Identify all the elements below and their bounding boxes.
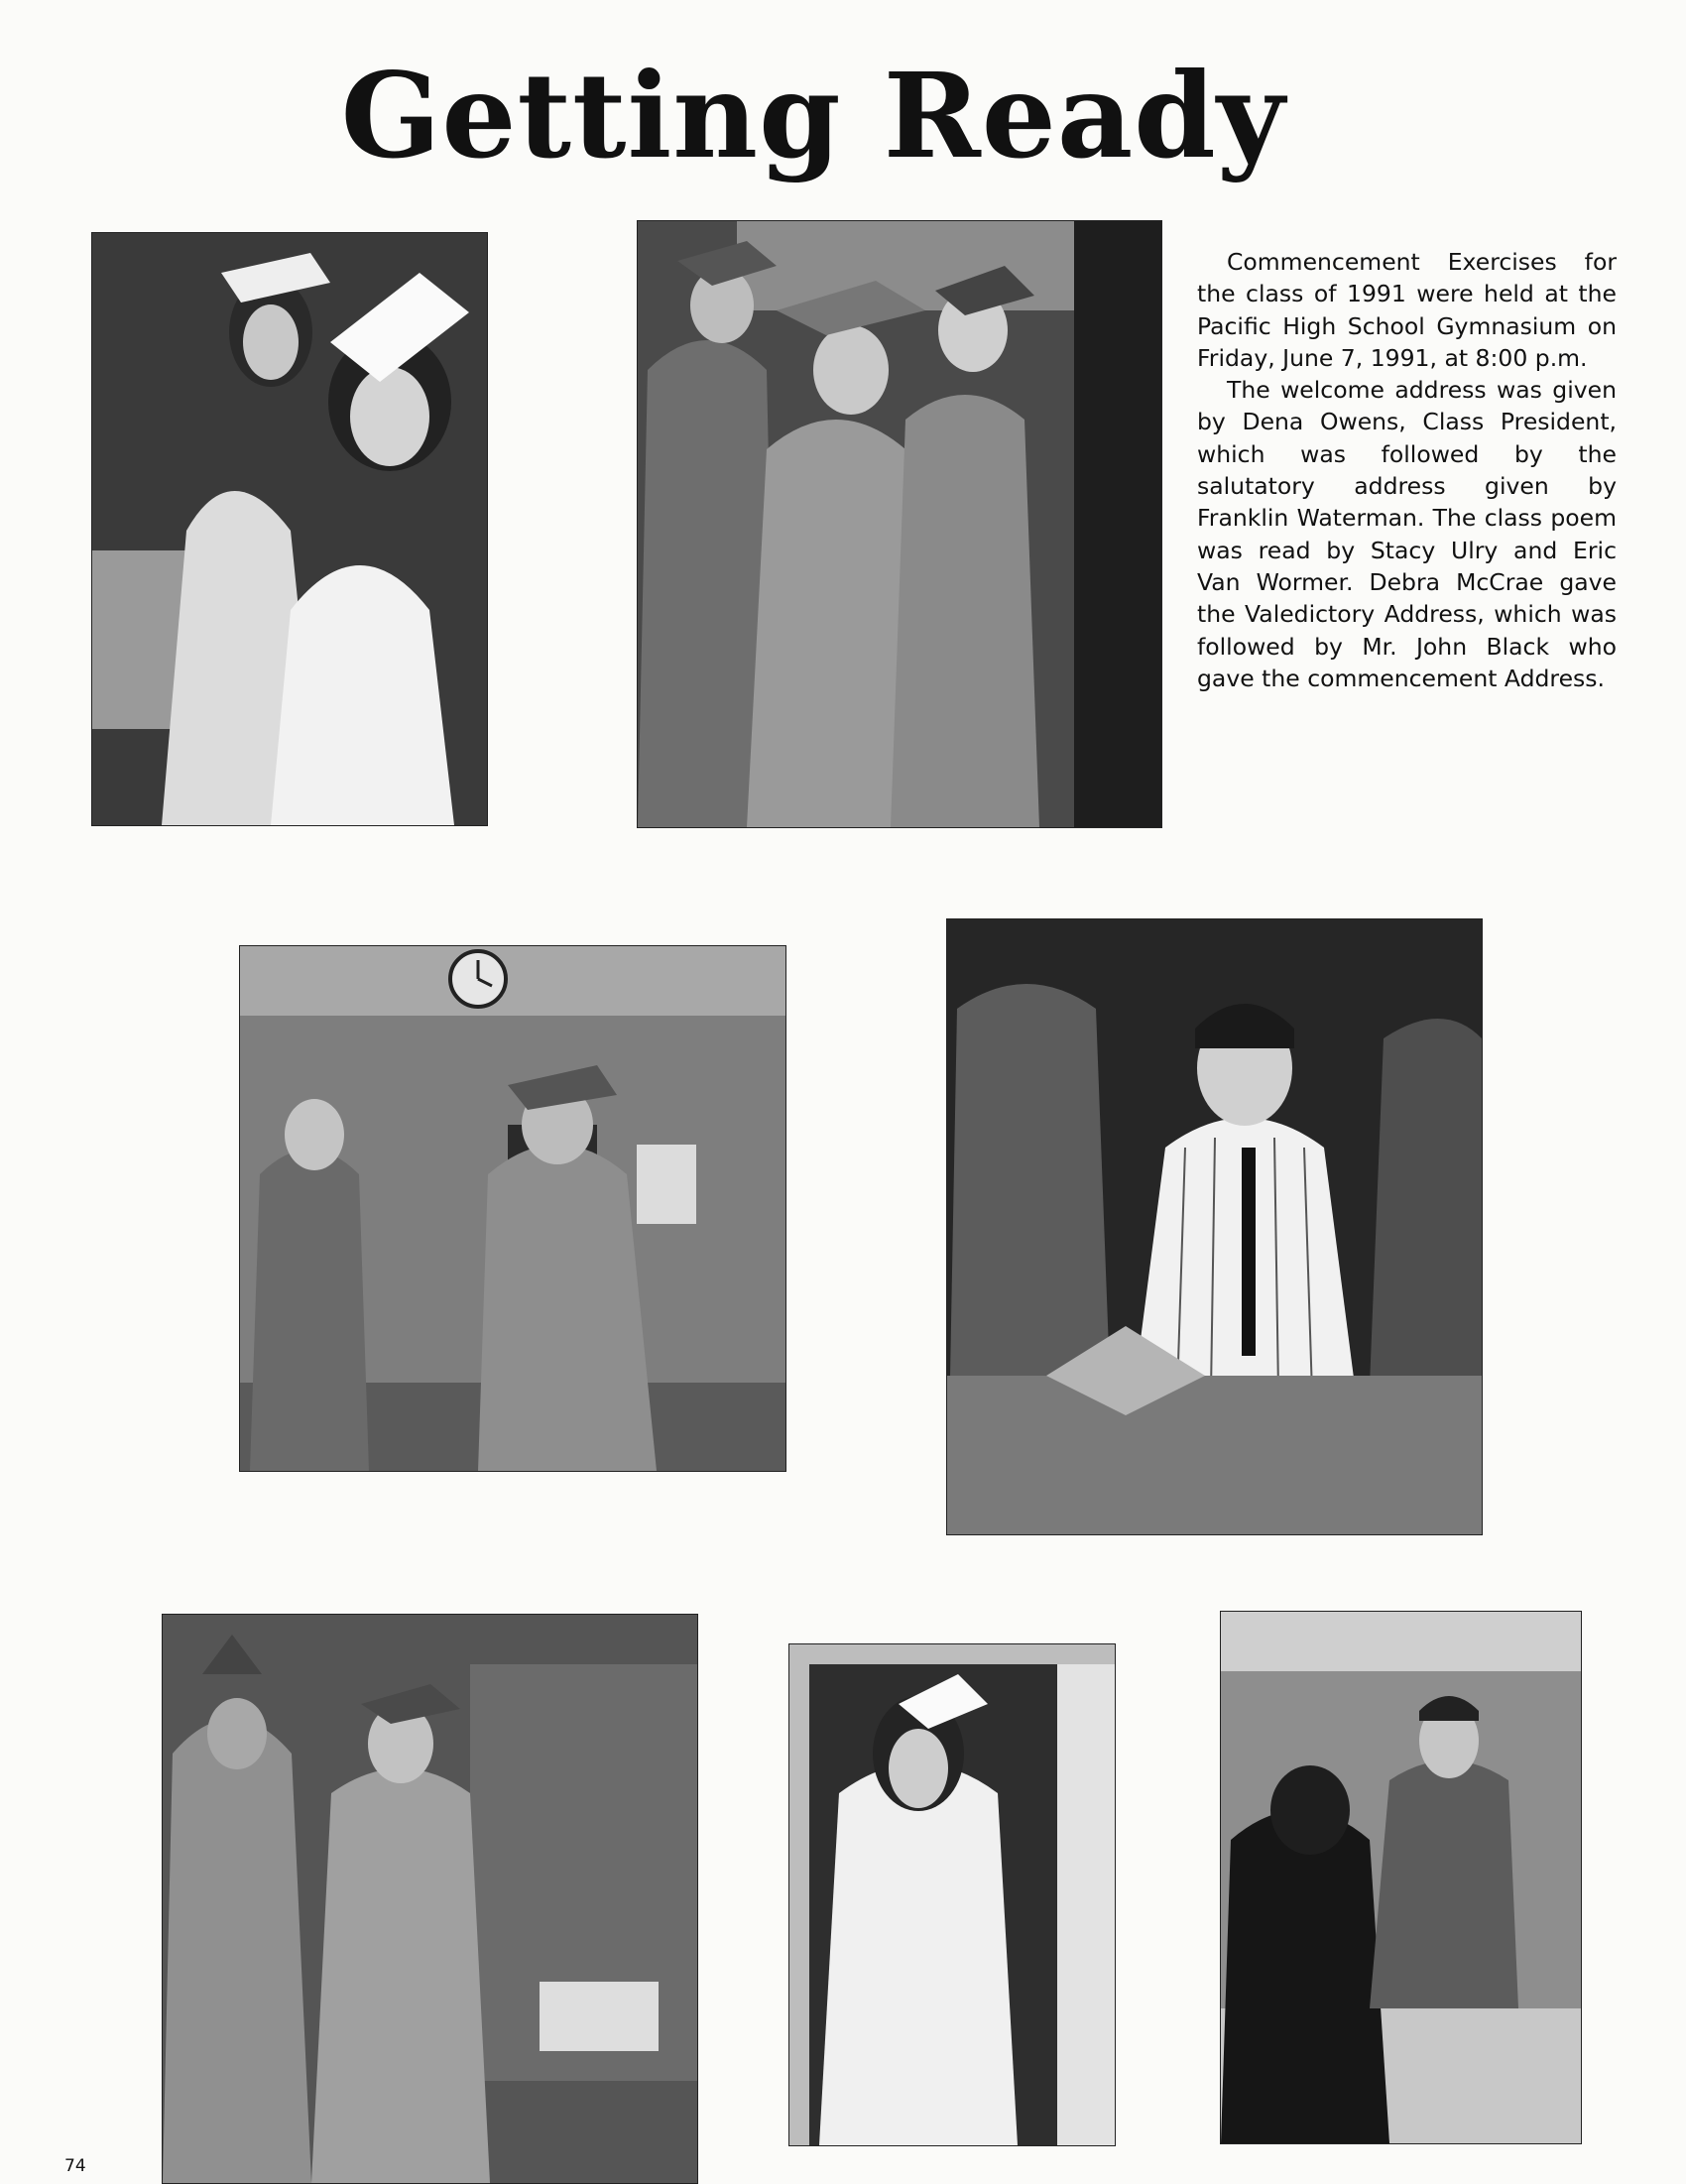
article-paragraph: The welcome address was given by Dena Owens, Class President, which was followed by the salutatory address given by Franklin Waterman. The class poem was read by Stacy Ulry and Eric Van Wormer. Debra McCrae gave the Valedictory Address, which was followed by Mr. John Black who gave the commencement Address. xyxy=(1197,376,1617,692)
photo-man-striped-shirt xyxy=(946,918,1483,1535)
page-title: Getting Ready xyxy=(340,47,1286,184)
article-paragraph: Commencement Exercises for the class of 1991 were held at the Pacific High School Gymnasium on Friday, June 7, 1991, at 8:00 p.m. xyxy=(1197,248,1617,372)
page-number: 74 xyxy=(64,2156,86,2176)
article-body xyxy=(1197,246,1617,694)
photo-students-by-clock xyxy=(239,945,786,1472)
photo-girl-in-doorway xyxy=(788,1643,1116,2146)
photo-students-shiny-gowns xyxy=(637,220,1162,828)
photo-two-people-at-table xyxy=(1220,1611,1582,2144)
photo-two-girls-white-gowns xyxy=(91,232,488,826)
photo-students-donning-gowns xyxy=(162,1614,698,2184)
